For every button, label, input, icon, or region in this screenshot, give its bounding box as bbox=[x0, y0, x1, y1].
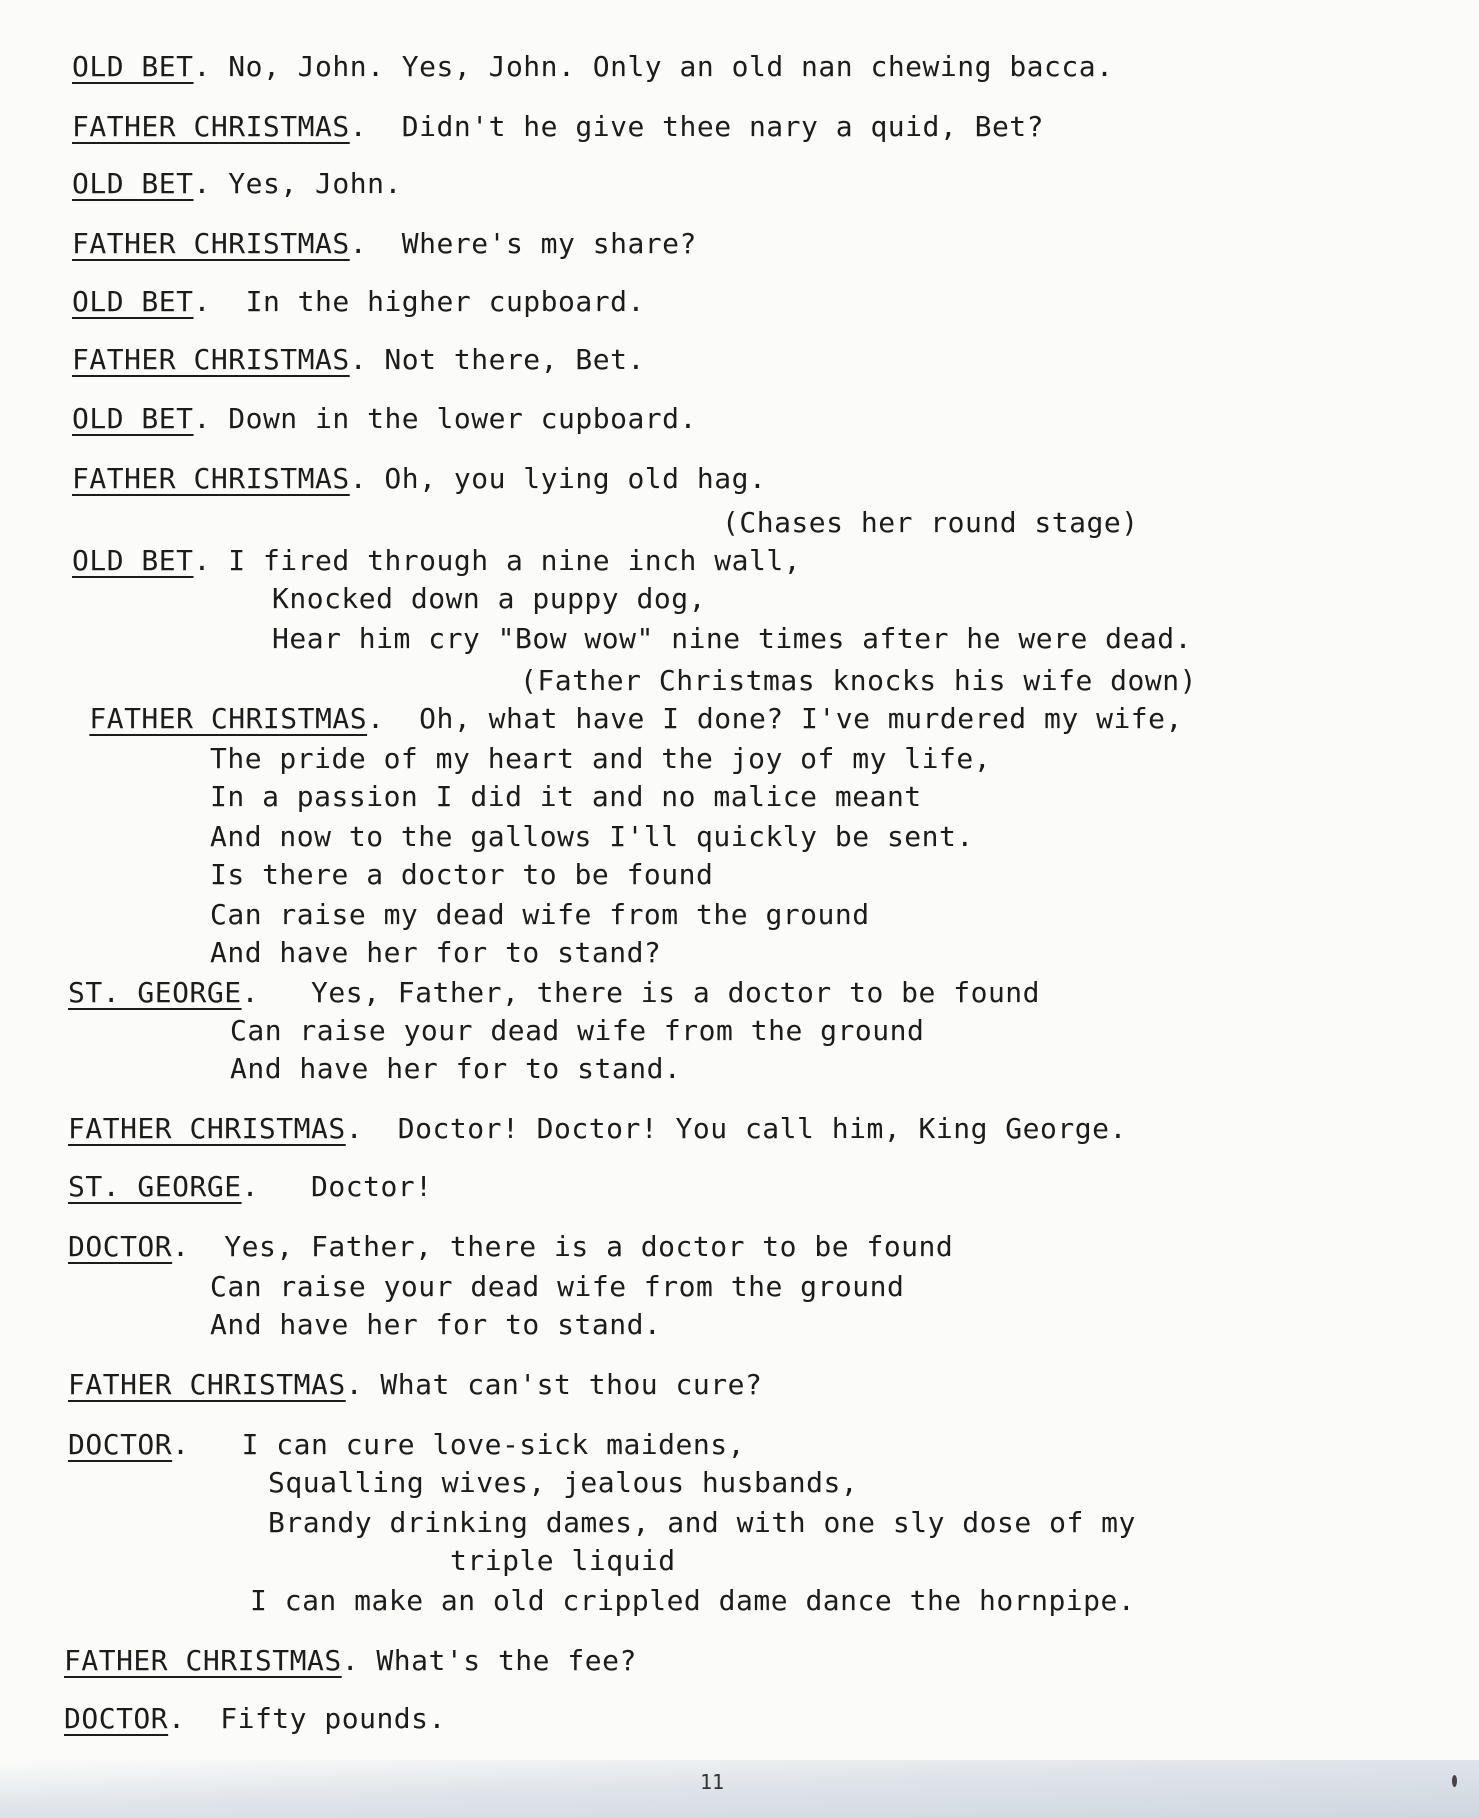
script-line: OLD BET. Down in the lower cupboard. bbox=[72, 402, 697, 435]
script-line: OLD BET. I fired through a nine inch wall, bbox=[72, 544, 802, 577]
verse-line: Squalling wives, jealous husbands, bbox=[268, 1466, 859, 1499]
dialogue-text: What can'st thou cure? bbox=[363, 1368, 763, 1401]
dialogue-text: I fired through a nine inch wall, bbox=[210, 544, 802, 577]
script-line: FATHER CHRISTMAS. Didn't he give thee nary a quid, Bet? bbox=[72, 110, 1045, 143]
ink-smudge bbox=[1452, 1775, 1457, 1787]
speaker-name: OLD BET bbox=[72, 285, 194, 318]
verse-line: I can make an old crippled dame dance the hornpipe. bbox=[250, 1584, 1136, 1617]
speaker-name: FATHER CHRISTMAS bbox=[68, 1368, 346, 1401]
speaker-name: FATHER CHRISTMAS bbox=[89, 702, 368, 735]
speaker-name: FATHER CHRISTMAS bbox=[72, 343, 350, 376]
script-line: OLD BET. Yes, John. bbox=[72, 167, 402, 200]
verse-line: triple liquid bbox=[450, 1544, 676, 1577]
script-line: FATHER CHRISTMAS. Not there, Bet. bbox=[72, 343, 645, 376]
speaker-name: FATHER CHRISTMAS bbox=[72, 110, 350, 143]
verse-line: Hear him cry "Bow wow" nine times after he were dead. bbox=[272, 622, 1192, 655]
speaker-name: OLD BET bbox=[72, 402, 194, 435]
dialogue-text: Yes, John. bbox=[210, 167, 402, 200]
script-line: ST. GEORGE. Doctor! bbox=[68, 1170, 433, 1203]
dialogue-text: Didn't he give thee nary a quid, Bet? bbox=[367, 110, 1045, 143]
verse-line: And have her for to stand. bbox=[210, 1308, 662, 1341]
script-line: FATHER CHRISTMAS. What's the fee? bbox=[64, 1644, 637, 1677]
verse-line: And have her for to stand. bbox=[230, 1052, 682, 1085]
script-line: DOCTOR. Yes, Father, there is a doctor to be found bbox=[68, 1230, 954, 1263]
speaker-name: OLD BET bbox=[72, 167, 194, 200]
verse-line: Knocked down a puppy dog, bbox=[272, 582, 706, 615]
stage-direction: (Father Christmas knocks his wife down) bbox=[520, 664, 1197, 697]
verse-line: Brandy drinking dames, and with one sly dose of my bbox=[268, 1506, 1136, 1539]
speaker-name: FATHER CHRISTMAS bbox=[68, 1112, 346, 1145]
stage-direction: (Chases her round stage) bbox=[722, 506, 1139, 539]
speaker-name: ST. GEORGE bbox=[68, 976, 242, 1009]
verse-line: Can raise your dead wife from the ground bbox=[210, 1270, 905, 1303]
script-line: OLD BET. No, John. Yes, John. Only an old nan chewing bacca. bbox=[72, 50, 1114, 83]
dialogue-text: No, John. Yes, John. Only an old nan chewing bacca. bbox=[210, 50, 1114, 83]
dialogue-text: Where's my share? bbox=[367, 227, 697, 260]
dialogue-text: Oh, you lying old hag. bbox=[367, 462, 767, 495]
speaker-name: DOCTOR bbox=[68, 1428, 173, 1461]
page-number: 11 bbox=[700, 1770, 725, 1794]
dialogue-text: Yes, Father, there is a doctor to be found bbox=[258, 976, 1041, 1009]
speaker-name: ST. GEORGE bbox=[68, 1170, 242, 1203]
verse-line: Is there a doctor to be found bbox=[210, 858, 714, 891]
speaker-name: FATHER CHRISTMAS bbox=[72, 462, 350, 495]
script-line: ST. GEORGE. Yes, Father, there is a doctor to be found bbox=[68, 976, 1041, 1009]
dialogue-text: Fifty pounds. bbox=[185, 1702, 446, 1735]
speaker-name: FATHER CHRISTMAS bbox=[72, 227, 350, 260]
dialogue-text: Yes, Father, there is a doctor to be found bbox=[189, 1230, 954, 1263]
script-line: OLD BET. In the higher cupboard. bbox=[72, 285, 645, 318]
speaker-name: OLD BET bbox=[72, 50, 194, 83]
speaker-name: DOCTOR bbox=[68, 1230, 173, 1263]
verse-line: Can raise your dead wife from the ground bbox=[230, 1014, 925, 1047]
script-line: FATHER CHRISTMAS. Where's my share? bbox=[72, 227, 697, 260]
verse-line: Can raise my dead wife from the ground bbox=[210, 898, 870, 931]
dialogue-text: Oh, what have I done? I've murdered my wife, bbox=[384, 702, 1183, 735]
dialogue-text: Not there, Bet. bbox=[367, 343, 645, 376]
dialogue-text: Doctor! bbox=[258, 1170, 433, 1203]
script-line: FATHER CHRISTMAS. What can'st thou cure? bbox=[68, 1368, 763, 1401]
dialogue-text: I can cure love-sick maidens, bbox=[189, 1428, 745, 1461]
scan-edge-shadow bbox=[0, 1760, 1479, 1818]
dialogue-text: Doctor! Doctor! You call him, King George. bbox=[363, 1112, 1127, 1145]
speaker-name: OLD BET bbox=[72, 544, 194, 577]
verse-line: And now to the gallows I'll quickly be sent. bbox=[210, 820, 974, 853]
dialogue-text: What's the fee? bbox=[359, 1644, 637, 1677]
script-line: FATHER CHRISTMAS. Oh, what have I done? I've murdered my wife, bbox=[89, 702, 1183, 735]
verse-line: The pride of my heart and the joy of my life, bbox=[210, 742, 992, 775]
speaker-name: DOCTOR bbox=[64, 1702, 169, 1735]
script-line: FATHER CHRISTMAS. Doctor! Doctor! You call him, King George. bbox=[68, 1112, 1127, 1145]
script-line: DOCTOR. I can cure love-sick maidens, bbox=[68, 1428, 745, 1461]
script-line: FATHER CHRISTMAS. Oh, you lying old hag. bbox=[72, 462, 767, 495]
dialogue-text: Down in the lower cupboard. bbox=[210, 402, 697, 435]
dialogue-text: In the higher cupboard. bbox=[210, 285, 645, 318]
script-line: DOCTOR. Fifty pounds. bbox=[64, 1702, 446, 1735]
verse-line: In a passion I did it and no malice meant bbox=[210, 780, 922, 813]
speaker-name: FATHER CHRISTMAS bbox=[64, 1644, 342, 1677]
verse-line: And have her for to stand? bbox=[210, 936, 662, 969]
